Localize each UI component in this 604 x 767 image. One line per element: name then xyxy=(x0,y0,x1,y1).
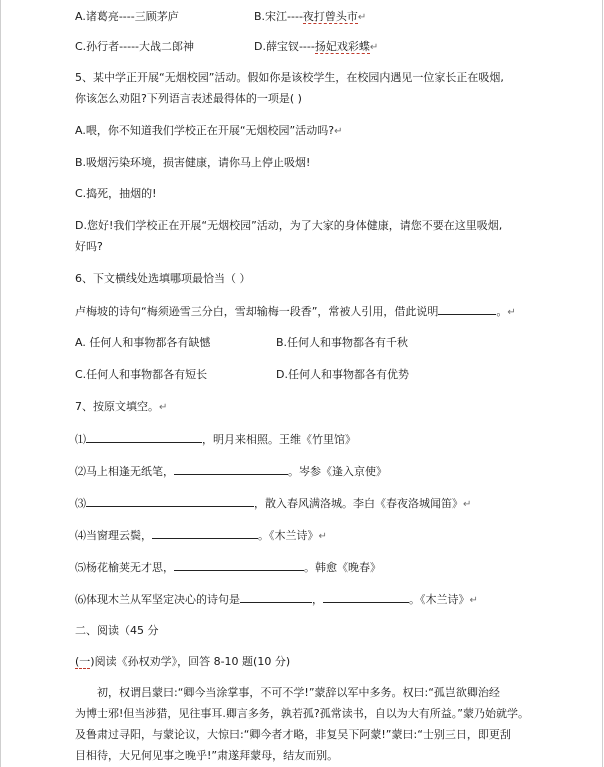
q7-item-1-prefix: ⑴ xyxy=(75,433,86,446)
q7-item-1-suffix: ，明月来相照。王维《竹里馆》 xyxy=(202,433,356,446)
q7-item-4 xyxy=(75,528,327,544)
q6-option-b-text: B.任何人和事物都各有千秋 xyxy=(276,336,409,349)
paragraph-mark: ↵ xyxy=(334,126,343,137)
q6-option-c-text: C.任何人和事物都各有短长 xyxy=(75,368,208,381)
q7-item-6-suffix: 。《木兰诗》 xyxy=(409,593,470,606)
q4-option-c xyxy=(75,40,194,54)
q6-option-d-text: D.任何人和事物都各有优势 xyxy=(276,368,409,381)
q7-item-3-blank[interactable] xyxy=(86,496,254,507)
subsection-1-title: )阅读《孙权劝学》，回答 8-10 题(10 分) xyxy=(90,655,291,668)
q7-item-4-prefix: ⑷当窗理云鬓， xyxy=(75,529,152,542)
q4-option-a xyxy=(75,10,179,24)
q7-item-3 xyxy=(75,496,471,512)
q7-item-5-suffix: 。韩愈《晚春》 xyxy=(304,561,381,574)
paragraph-mark: ↵ xyxy=(357,12,367,23)
q4-option-a-text: A.诸葛亮----三顾茅庐 xyxy=(75,10,179,23)
paragraph-mark: ↵ xyxy=(318,531,327,542)
q7-item-5 xyxy=(75,560,381,575)
section-2-title: 二、阅读（45 分 xyxy=(75,624,159,637)
paragraph-mark: ↵ xyxy=(463,499,472,510)
page-left-edge xyxy=(0,0,1,767)
paragraph-mark: ↵ xyxy=(507,307,516,318)
q7-item-2-suffix: 。岑参《逢入京使》 xyxy=(288,465,387,478)
q7-item-6-blank-1[interactable] xyxy=(240,592,312,603)
q4-option-c-text: C.孙行者-----大战二郎神 xyxy=(75,40,195,53)
q5-stem-text-1: 5、某中学正开展“无烟校园”活动。假如你是该校学生，在校园内遇见一位家长正在吸烟, xyxy=(75,71,504,84)
q6-answer-blank[interactable] xyxy=(438,304,496,315)
q7-item-6-blank-2[interactable] xyxy=(323,592,409,603)
q7-item-3-prefix: ⑶ xyxy=(75,497,86,510)
q4-option-b-prefix: B.宋江---- xyxy=(254,10,303,23)
q5-option-d-line-2 xyxy=(75,240,103,254)
paragraph-mark: ↵ xyxy=(159,402,168,413)
q4-option-b-marked-text: 夜打曾头市 xyxy=(302,10,358,23)
q5-stem-line-2 xyxy=(75,92,302,106)
section-2-heading xyxy=(75,624,159,638)
q6-option-c xyxy=(75,368,207,382)
passage-text-1: 初，权谓吕蒙曰:“卿今当涂掌事，不可不学!”蒙辞以军中多务。权曰:“孤岂欲卿治经 xyxy=(97,686,500,699)
q7-item-5-prefix: ⑸杨花榆荚无才思， xyxy=(75,561,174,574)
q5-option-a-text: A.喂，你不知道我们学校正在开展“无烟校园”活动吗? xyxy=(75,124,335,137)
q4-option-d-marked-text: 扬妃戏彩蝶 xyxy=(314,40,370,53)
q6-option-a xyxy=(75,336,210,350)
q7-item-6-prefix: ⑹体现木兰从军坚定决心的诗句是 xyxy=(75,593,240,606)
q5-stem-line-1 xyxy=(75,71,504,85)
paragraph-mark: ↵ xyxy=(469,595,478,606)
passage-text-4: 目相待，大兄何见事之晚乎!”肃遂拜蒙母，结友而别。 xyxy=(75,749,339,762)
q4-option-b xyxy=(254,10,366,25)
passage-text-3: 及鲁肃过寻阳，与蒙论议，大惊曰:“卿今者才略，非复吴下阿蒙!”蒙曰:“士别三日，即更刮 xyxy=(75,728,511,741)
subsection-1-marker: (一 xyxy=(75,655,91,668)
q5-option-c xyxy=(75,187,157,201)
q7-item-6-separator: ， xyxy=(312,593,323,606)
q5-option-c-text: C.捣死，抽烟的! xyxy=(75,187,157,200)
q6-quote-end: 。 xyxy=(496,305,508,318)
subsection-1-heading xyxy=(75,655,290,669)
q5-stem-text-2: 你该怎么劝阻?下列语言表述最得体的一项是( ) xyxy=(75,92,302,105)
passage-line-2 xyxy=(75,707,529,721)
q5-option-b xyxy=(75,156,310,170)
passage-text-2: 为博士邪!但当涉猎，见往事耳.卿言多务，孰若孤?孤常读书，自以为大有所益。”蒙乃始就学。 xyxy=(75,707,529,720)
q7-item-2 xyxy=(75,464,387,479)
q5-option-d-line-1 xyxy=(75,219,502,233)
q6-quote-line xyxy=(75,304,516,320)
q7-item-6 xyxy=(75,592,478,608)
q7-item-4-suffix: 。《木兰诗》 xyxy=(258,529,319,542)
q5-option-d-text-1: D.您好!我们学校正在开展“无烟校园”活动，为了大家的身体健康，请您不要在这里吸烟, xyxy=(75,219,503,232)
paragraph-mark: ↵ xyxy=(369,42,379,53)
q6-stem-text: 6、下文横线处选填哪项最恰当（ ） xyxy=(75,272,251,285)
q4-option-d-prefix: D.薛宝钗---- xyxy=(254,40,315,53)
q6-option-d xyxy=(276,368,409,382)
q7-item-5-blank[interactable] xyxy=(174,560,304,571)
q7-item-2-prefix: ⑵马上相逢无纸笔， xyxy=(75,465,174,478)
q7-item-1-blank[interactable] xyxy=(86,432,202,443)
q5-option-b-text: B.吸烟污染环境，损害健康，请你马上停止吸烟! xyxy=(75,156,311,169)
q7-item-3-suffix: ，散入春风满洛城。李白《春夜洛城闻笛》 xyxy=(254,497,463,510)
q7-stem-text: 7、按原文填空。 xyxy=(75,400,159,413)
q5-option-d-text-2: 好吗? xyxy=(75,240,103,253)
q6-quote-text: 卢梅坡的诗句“梅须逊雪三分白，雪却输梅一段香”，常被人引用，借此说明 xyxy=(75,305,439,318)
q7-item-4-blank[interactable] xyxy=(152,528,258,539)
page-right-edge xyxy=(602,0,603,767)
q4-option-d xyxy=(254,40,378,55)
q6-option-b xyxy=(276,336,408,350)
q7-stem xyxy=(75,400,167,415)
passage-line-1 xyxy=(97,686,500,700)
q6-stem xyxy=(75,272,251,286)
q6-option-a-text: A. 任何人和事物都各有缺憾 xyxy=(75,336,211,349)
q5-option-a xyxy=(75,124,342,139)
passage-line-4 xyxy=(75,749,338,763)
q7-item-1 xyxy=(75,432,356,447)
passage-line-3 xyxy=(75,728,511,742)
q7-item-2-blank[interactable] xyxy=(174,464,288,475)
